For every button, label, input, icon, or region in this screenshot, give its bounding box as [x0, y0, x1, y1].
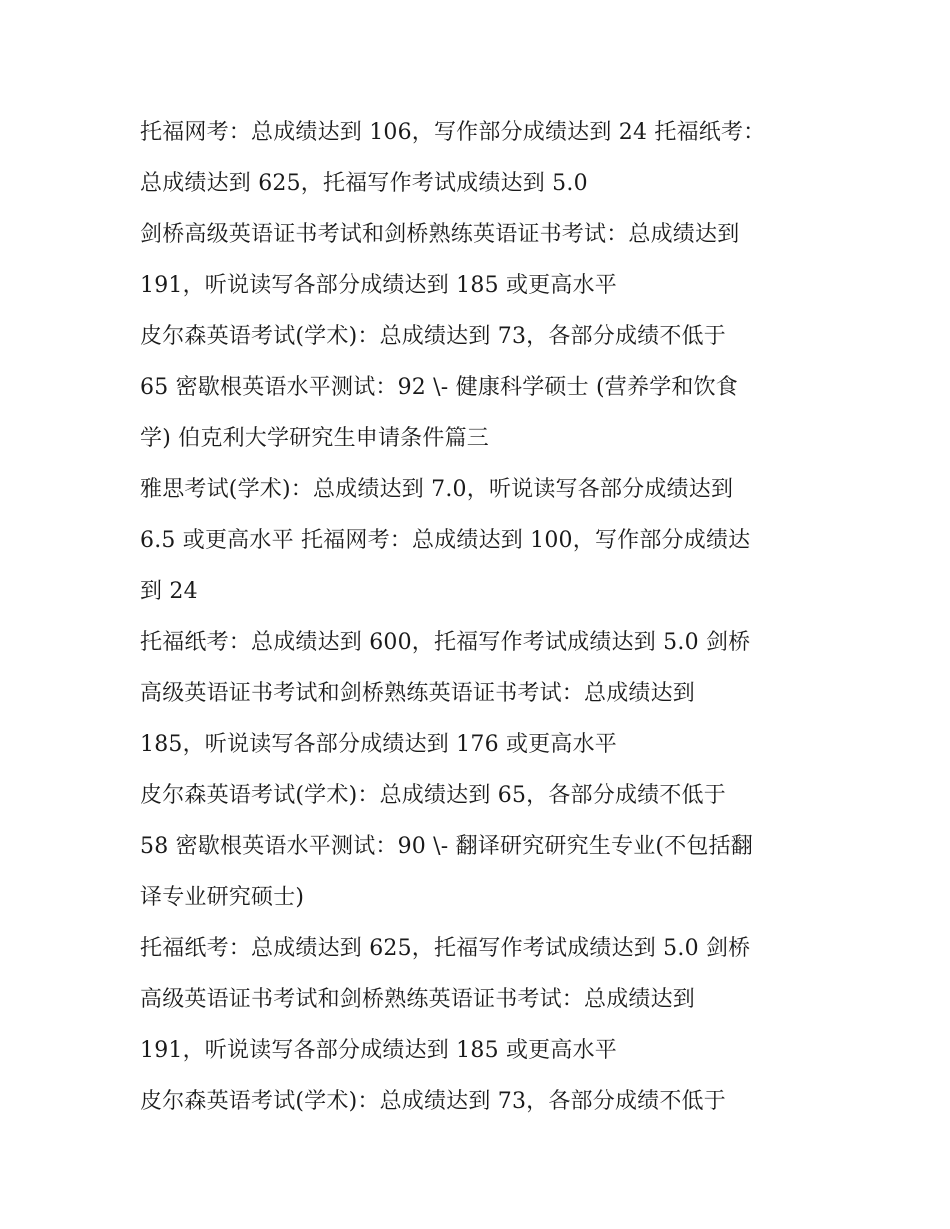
text-line: 皮尔森英语考试(学术)：总成绩达到 73，各部分成绩不低于 — [140, 1089, 726, 1114]
text-line: 托福纸考：总成绩达到 600，托福写作考试成绩达到 5.0 剑桥 — [140, 630, 751, 655]
text-line: 185，听说读写各部分成绩达到 176 或更高水平 — [140, 732, 617, 757]
text-line: 总成绩达到 625，托福写作考试成绩达到 5.0 — [140, 171, 588, 196]
text-line: 高级英语证书考试和剑桥熟练英语证书考试：总成绩达到 — [140, 681, 696, 706]
text-line: 托福网考：总成绩达到 106，写作部分成绩达到 24 托福纸考： — [140, 120, 766, 145]
text-line: 6.5 或更高水平 托福网考：总成绩达到 100，写作部分成绩达 — [140, 528, 751, 553]
text-line: 译专业研究硕士) — [140, 885, 305, 910]
text-line: 托福纸考：总成绩达到 625，托福写作考试成绩达到 5.0 剑桥 — [140, 936, 751, 961]
document-body — [140, 107, 830, 1127]
text-line: 到 24 — [140, 579, 198, 604]
text-line: 剑桥高级英语证书考试和剑桥熟练英语证书考试：总成绩达到 — [140, 222, 740, 247]
text-line: 皮尔森英语考试(学术)：总成绩达到 65，各部分成绩不低于 — [140, 783, 726, 808]
text-line: 191，听说读写各部分成绩达到 185 或更高水平 — [140, 1038, 617, 1063]
text-line: 雅思考试(学术)：总成绩达到 7.0，听说读写各部分成绩达到 — [140, 477, 734, 502]
text-line: 65 密歇根英语水平测试：92 \- 健康科学硕士 (营养学和饮食 — [140, 375, 738, 400]
text-line: 191，听说读写各部分成绩达到 185 或更高水平 — [140, 273, 617, 298]
text-line: 58 密歇根英语水平测试：90 \- 翻译研究研究生专业(不包括翻 — [140, 834, 753, 859]
text-line: 学) 伯克利大学研究生申请条件篇三 — [140, 426, 489, 451]
text-line: 皮尔森英语考试(学术)：总成绩达到 73，各部分成绩不低于 — [140, 324, 726, 349]
text-line: 高级英语证书考试和剑桥熟练英语证书考试：总成绩达到 — [140, 987, 696, 1012]
